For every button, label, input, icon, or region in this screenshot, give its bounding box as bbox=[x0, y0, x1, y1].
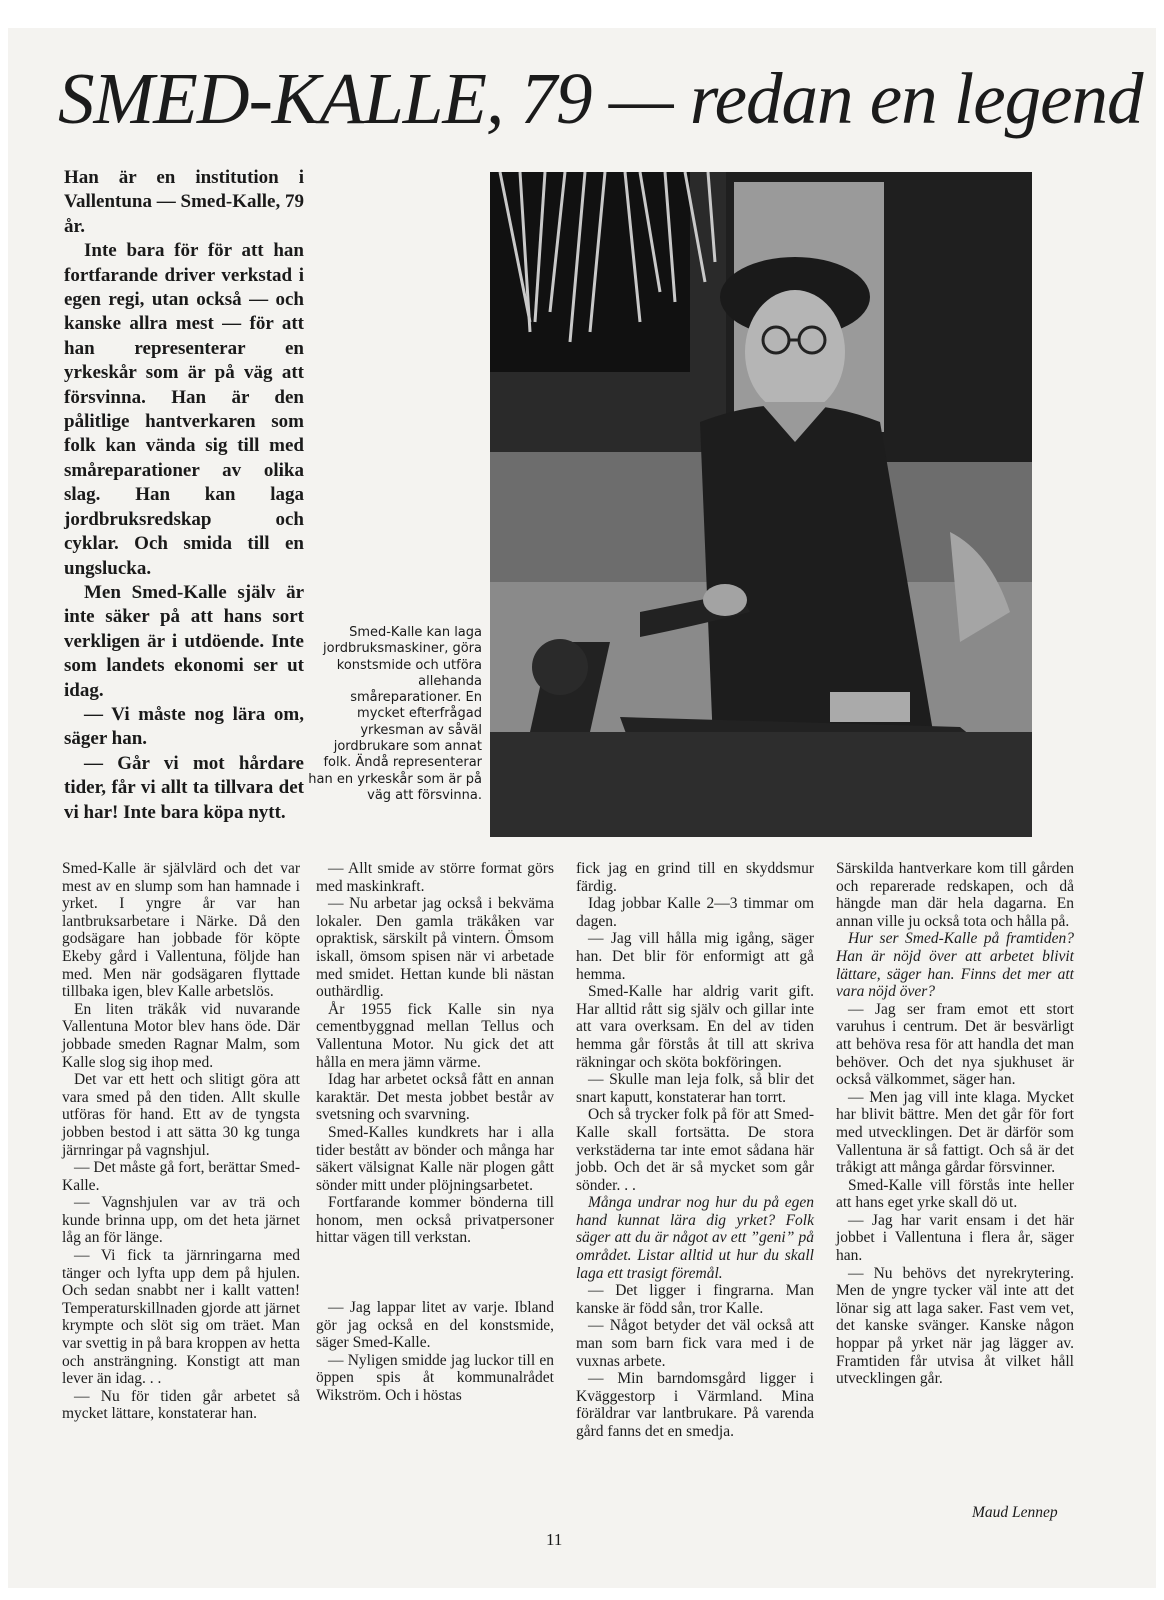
body-paragraph: — Jag ser fram emot ett stort varuhus i centrum. Det är besvärligt att behöva resa för att handla det man behöver. Och det nya sjukhuset är också välkommet, säger han. bbox=[836, 1000, 1074, 1089]
body-paragraph: — Vagnshjulen var av trä och kunde brinna upp, om det heta järnet låg an för länge. bbox=[62, 1194, 300, 1247]
body-paragraph: — Skulle man leja folk, så blir det snart kaputt, konstaterar han torrt. bbox=[576, 1071, 814, 1106]
lead-text bbox=[64, 166, 304, 825]
caption-text: Smed-Kalle kan laga jordbruksmaskiner, göra konstsmide och utföra allehanda småreparationer. En mycket efterfrågad yrkesman av såväl jordbrukare som annat folk. Ändå representerar han en yrkeskår som är på väg att försvinna. bbox=[308, 625, 482, 803]
body-paragraph: Smed-Kalle vill förstås inte heller att hans eget yrke skall dö ut. bbox=[836, 1176, 1074, 1212]
article-column-3 bbox=[576, 860, 814, 1520]
article-column-4 bbox=[836, 860, 1074, 1520]
body-paragraph: Idag har arbetet också fått en annan karaktär. Det mesta jobbet består av svetsning och svarvning. bbox=[316, 1071, 554, 1124]
body-paragraph: — Min barndomsgård ligger i Kväggestorp i Värmland. Mina föräldrar var lantbrukare. På varenda gård fanns det en smedja. bbox=[576, 1370, 814, 1440]
body-paragraph: — Men jag vill inte klaga. Mycket har blivit bättre. Men det går för fort med utvecklingen. Det är därför som Vallentuna är så fattigt. Och så är det tråkigt att många gårdar försvinner. bbox=[836, 1088, 1074, 1177]
body-paragraph: — Det ligger i fingrarna. Man kanske är född sån, tror Kalle. bbox=[576, 1282, 814, 1317]
blacksmith-photo-illustration bbox=[490, 172, 1032, 837]
page-number: 11 bbox=[546, 1530, 563, 1549]
body-paragraph: — Vi fick ta järnringarna med tänger och lyfta upp dem på hjulen. Och sedan snabbt ner i kallt vatten! Temperaturskillnaden gjorde att järnet krympte och slöt sig om träet. Man var svettig in på bara kroppen av hetta och ansträngning. Konstigt att man lever än idag. . . bbox=[62, 1247, 300, 1388]
photo-caption bbox=[306, 625, 482, 804]
body-paragraph: — Nu behövs det nyrekrytering. Men de yngre tycker väl inte att det lönar sig att laga saker. Fast vem vet, det kanske svänger. Kanske någon hoppar på yrket när jag lägger av. Framtiden får utvisa åt vilket håll utvecklingen går. bbox=[836, 1264, 1074, 1388]
body-paragraph: År 1955 fick Kalle sin nya cementbyggnad mellan Tellus och Vallentuna Motor. Nu gick det att hålla en mera jämn värme. bbox=[316, 1000, 554, 1071]
body-paragraph: Och så trycker folk på för att Smed-Kalle skall fortsätta. De stora verkstäderna tar inte emot sådana här jobb. Och det är så mycket som går sönder. . . bbox=[576, 1106, 814, 1194]
article-column-2 bbox=[316, 860, 554, 1520]
body-paragraph: — Allt smide av större format görs med maskinkraft. bbox=[316, 860, 554, 895]
interview-question: Många undrar nog hur du på egen hand kunnat lära dig yrket? Folk säger att du är något av ett ”geni” på området. Listar alltid ut hur du skall laga ett trasigt föremål. bbox=[576, 1194, 814, 1282]
body-paragraph: Smed-Kalle är självlärd och det var mest av en slump som han hamnade i yrket. I yngre år var han lantbruksarbetare i Närke. Då den godsägare han jobbade för köpte Ekeby gård i Vallentuna, följde han med. Men när godsägaren flyttade tillbaka igen, blev Kalle arbetslös. bbox=[62, 860, 300, 1001]
interview-question: Hur ser Smed-Kalle på framtiden? Han är nöjd över att arbetet blivit lättare, säger han. Finns det mer att vara nöjd över? bbox=[836, 930, 1074, 1001]
body-paragraph: Fortfarande kommer bönderna till honom, men också privatpersoner hittar vägen till verkstan. bbox=[316, 1194, 554, 1247]
body-paragraph: Idag jobbar Kalle 2—3 timmar om dagen. bbox=[576, 895, 814, 930]
body-paragraph: — Något betyder det väl också att man som barn fick vara med i de vuxnas arbete. bbox=[576, 1317, 814, 1370]
lead-paragraph: Men Smed-Kalle själv är inte säker på att hans sort verkligen är i utdöende. Inte som landets ekonomi ser ut idag. bbox=[64, 581, 304, 701]
lead-paragraph: Inte bara för för att han fortfarande driver verkstad i egen regi, utan också — och kanske allra mest — för att han representerar en yrkeskår som är på väg att försvinna. Han är den pålitlige hantverkaren som folk kan vända sig till med småreparationer av olika slag. Han kan laga jordbruksredskap och cyklar. Och smida till en ungslucka. bbox=[64, 240, 304, 579]
body-paragraph: — Nu för tiden går arbetet så mycket lättare, konstaterar han. bbox=[62, 1387, 300, 1423]
body-paragraph: Smed-Kalle har aldrig varit gift. Har alltid rått sig själv och gillar inte att vara overksam. En del av tiden hemma går förstås åt till att skriva räkningar och sköta bokföringen. bbox=[576, 983, 814, 1071]
blacksmith-photo bbox=[490, 172, 1032, 837]
body-paragraph: En liten träkåk vid nuvarande Vallentuna Motor blev hans öde. Där jobbade smeden Ragnar Malm, som Kalle slog sig ihop med. bbox=[62, 1000, 300, 1071]
body-paragraph: — Jag vill hålla mig igång, säger han. Det blir för enformigt att gå hemma. bbox=[576, 930, 814, 983]
body-paragraph: Det var ett hett och slitigt göra att vara smed på den tiden. Allt skulle utföras för hand. Ett av de tyngsta jobben bestod i att sätta 30 kg tunga järnringar på vagnshjul. bbox=[62, 1071, 300, 1159]
author-byline: Maud Lennep bbox=[972, 1504, 1058, 1521]
body-paragraph: fick jag en grind till en skyddsmur färdig. bbox=[576, 860, 814, 895]
body-paragraph: — Nyligen smidde jag luckor till en öppen spis åt kommunalrådet Wikström. Och i höstas bbox=[316, 1351, 554, 1405]
lead-paragraph: — Vi måste nog lära om, säger han. bbox=[64, 703, 304, 750]
lead-paragraph: — Går vi mot hårdare tider, får vi allt ta tillvara det vi har! Inte bara köpa nytt. bbox=[64, 752, 304, 823]
body-paragraph: — Det måste gå fort, berättar Smed-Kalle. bbox=[62, 1159, 300, 1194]
body-paragraph: — Jag lappar litet av varje. Ibland gör jag också en del konstsmide, säger Smed-Kalle. bbox=[316, 1299, 554, 1352]
headline: SMED-KALLE, 79 — redan en legend bbox=[58, 58, 1143, 139]
body-paragraph: Särskilda hantverkare kom till gården och reparerade redskapen, och då hängde man där hela dagarna. En annan ville ju också tota och hålla på. bbox=[836, 860, 1074, 930]
lead-paragraph: Han är en institution i Vallentuna — Smed-Kalle, 79 år. bbox=[64, 167, 304, 237]
article-column-1 bbox=[62, 860, 300, 1520]
body-paragraph: — Jag har varit ensam i det här jobbet i Vallentuna i flera år, säger han. bbox=[836, 1211, 1074, 1265]
body-paragraph: Smed-Kalles kundkrets har i alla tider bestått av bönder och många har säkert välsignat Kalle när plogen gått sönder mitt under plöjningsarbetet. bbox=[316, 1123, 554, 1194]
body-paragraph: — Nu arbetar jag också i bekväma lokaler. Den gamla träkåken var opraktisk, särskilt på vintern. Ömsom iskall, ömsom spisen när vi arbetade med smidet. Hettan kunde bli nästan outhärdlig. bbox=[316, 895, 554, 1001]
